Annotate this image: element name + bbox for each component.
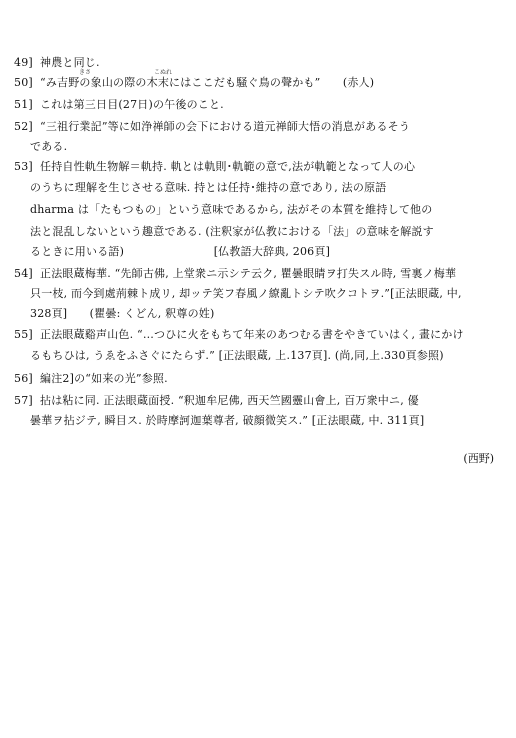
note-53: 53] 任持自性軌生物解＝軌持. 軌とは軌則･軌範の意で,法が軌範となって人の心 — [14, 160, 416, 173]
note-56: 56] 編注2]の“如来の光”参照. — [14, 372, 168, 385]
ruby-kisa: きさ — [79, 69, 92, 76]
note-54: 54] 正法眼蔵梅華. “先師古佛, 上堂衆ニ示シテ云ク, 瞿曇眼睛ヲ打失スル時, 雪裏ノ梅華 — [14, 267, 457, 280]
note-54-line2: 只一枝, 而今到處荊棘ト成リ, 却ッテ笑フ春風ノ繚亂トシテ吹クコトヲ.”[正法眼蔵, 中, — [30, 287, 462, 300]
note-55-line2: るもちひは, うゑをふさぐにたらず.” [正法眼蔵, 上.137頁]. (尚,同,上.330頁参照) — [30, 349, 444, 362]
note-53-line5: るときに用いる語) [仏教語大辞典, 206頁] — [30, 245, 331, 258]
note-54-line3: 328頁] (瞿曇: くどん, 釈尊の姓) — [30, 307, 215, 320]
note-50: 50] “み吉野の象山の際の木末にはここだも騒ぐ鳥の聲かも” (赤人) — [14, 76, 375, 89]
author-signature: (西野) — [463, 452, 494, 465]
note-49: 49] 神農と同じ. — [14, 56, 100, 69]
note-53-line3: dharma は「たもつもの」という意味であるから, 法がその本質を維持して他の — [30, 203, 433, 216]
note-55: 55] 正法眼蔵谿声山色. “…つひに火をもちて年来のあつむる書をやきていはく, 畫にかけ — [14, 328, 464, 341]
note-57: 57] 拈は粘に同. 正法眼蔵面授. “釈迦牟尼佛, 西天竺國靈山會上, 百万衆中ニ, 優 — [14, 394, 419, 407]
ruby-konure: こぬれ — [154, 69, 173, 76]
note-53-line2: のうちに理解を生じさせる意味. 持とは任持･維持の意であり, 法の原語 — [30, 181, 387, 194]
note-52: 52] “三祖行業記”等に如浄禅師の会下における道元禅師大悟の消息があるそう — [14, 120, 411, 133]
note-53-line4: 法と混乱しないという趣意である. (注釈家が仏教における「法」の意味を解説す — [30, 225, 434, 238]
note-57-line2: 曇華ヲ拈ジテ, 瞬目ス. 於時摩訶迦葉尊者, 破顔微笑ス.” [正法眼蔵, 中. 311頁] — [30, 414, 425, 427]
note-51: 51] これは第三日目(27日)の午後のこと. — [14, 98, 224, 111]
note-52-cont: である. — [30, 140, 68, 153]
